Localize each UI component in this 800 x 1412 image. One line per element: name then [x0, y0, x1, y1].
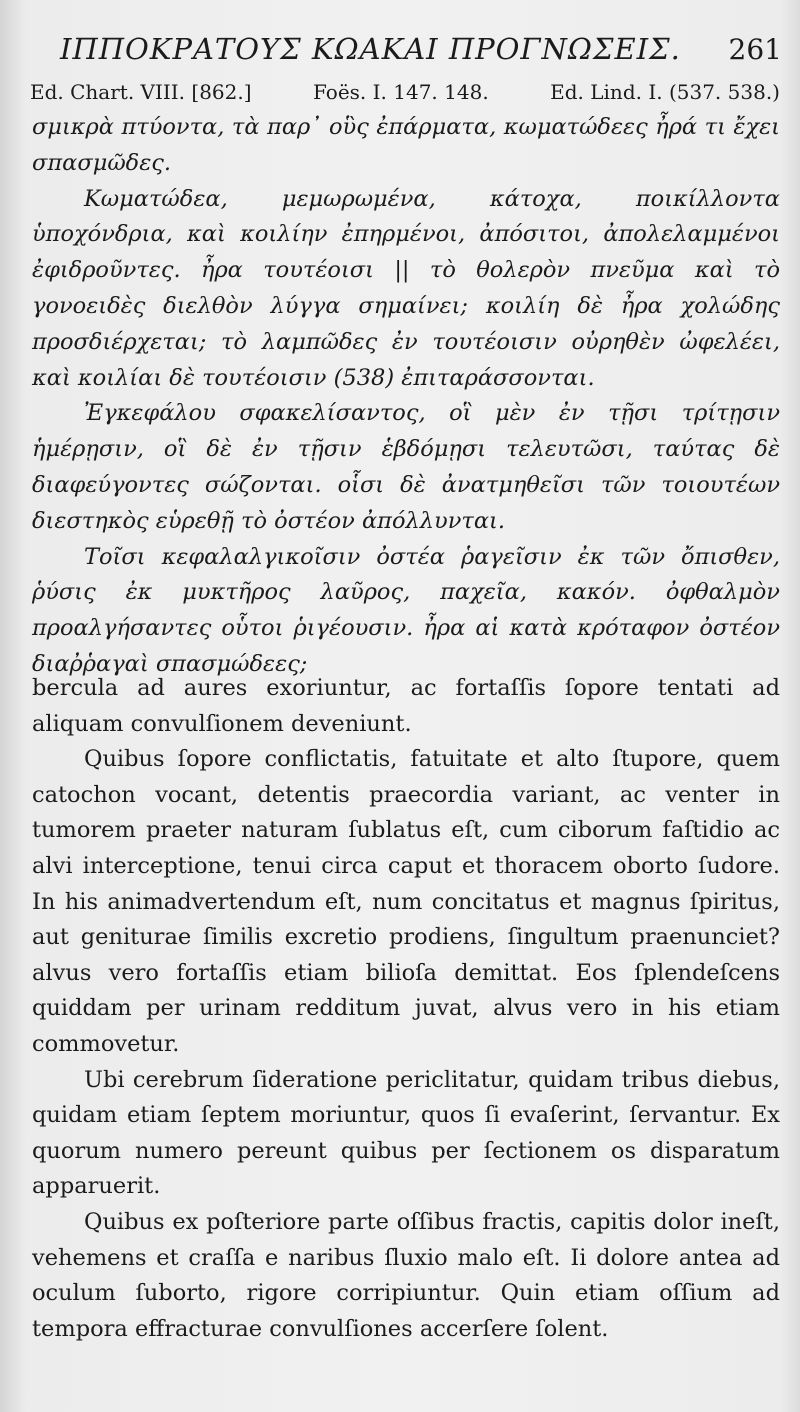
latin-paragraph: bercula ad aures exoriuntur, ac fortaſſis ſopore tentati ad aliquam convulſionem deveniunt.	[32, 675, 780, 737]
page-number: 261	[728, 33, 782, 66]
latin-paragraph: Quibus ex poſteriore parte oſſibus fractis, capitis dolor ineſt, vehemens et craſſa e naribus ſluxio malo eſt. Ii dolore antea ad oculum ſuborto, rigore corripiuntur. Quin etiam oſſium ad tempora effracturae convulſiones accerſere ſolent.	[32, 1208, 780, 1342]
latin-paragraph: Quibus ſopore conflictatis, fatuitate et alto ſtupore, quem catochon vocant, detentis praecordia variant, ac venter in tumorem praeter naturam ſublatus eſt, cum ciborum faſtidio ac alvi interceptione, tenui circa caput et thoracem oborto ſudore. In his animadvertendum eſt, num concitatus et magnus ſpiritus, aut geniturae ſimilis excretio prodiens, ſingultum praenunciet? alvus vero fortaſſis etiam bilioſa demittat. Eos ſplendeſcens quiddam per urinam redditum juvat, alvus vero in his etiam commovetur.	[32, 746, 780, 1057]
greek-paragraph: σμικρὰ πτύοντα, τὰ παρ᾽ οὓς ἐπάρματα, κωματώδεες ἦρά τι ἔχει σπασμῶδες.	[32, 114, 780, 176]
latin-paragraph: Ubi cerebrum ſideratione periclitatur, quidam tribus diebus, quidam etiam ſeptem moriuntur, quos ſi evaſerint, ſervantur. Ex quorum numero pereunt quibus per ſectionem os disparatum apparuerit.	[32, 1066, 780, 1200]
running-title: ΙΠΠΟΚΡΑΤΟΥΣ ΚΩΑΚΑΙ ΠΡΟΓΝΩΣΕΙΣ.	[60, 32, 681, 66]
greek-paragraph: Ἐγκεφάλου σφακελίσαντος, οἳ μὲν ἐν τῇσι τρίτῃσιν ἡμέρῃσιν, οἳ δὲ ἐν τῇσιν ἑβδόμῃσι τελευτῶσι, ταύτας δὲ διαφεύγοντες σώζονται. οἷσι δὲ ἀνατμηθεῖσι τῶν τοιουτέων διεστηκὸς εὑρεθῇ τὸ ὀστέον ἀπόλλυνται.	[32, 400, 780, 534]
edition-lind-ref: Ed. Lind. I. (537. 538.)	[550, 80, 780, 104]
latin-text-block	[32, 671, 780, 1347]
greek-text-block	[32, 110, 780, 683]
edition-chart-ref: Ed. Chart. VIII. [862.]	[30, 80, 252, 104]
edition-reference-line	[30, 80, 780, 104]
greek-paragraph: Τοῖσι κεφαλαλγικοῖσιν ὀστέα ῥαγεῖσιν ἐκ τῶν ὄπισθεν, ῥύσις ἐκ μυκτῆρος λαῦρος, παχεῖα, κακόν. ὀφθαλμὸν προαλγήσαντες οὗτοι ῥιγέουσιν. ἦρα αἱ κατὰ κρόταφον ὀστέον διαῤῥαγαὶ σπασμώδεες;	[32, 543, 780, 677]
running-header	[60, 32, 782, 66]
edition-foes-ref: Foës. I. 147. 148.	[313, 80, 489, 104]
greek-paragraph: Κωματώδεα, μεμωρωμένα, κάτοχα, ποικίλλοντα ὑποχόνδρια, καὶ κοιλίην ἐπηρμένοι, ἀπόσιτοι, ἀπολελαμμένοι ἐφιδροῦντες. ἦρα τουτέοισι || τὸ θολερὸν πνεῦμα καὶ τὸ γονοειδὲς διελθὸν λύγγα σημαίνει; κοιλίη δὲ ἦρα χολώδης προσδιέρχεται; τὸ λαμπῶδες ἐν τουτέοισιν οὐρηθὲν ὠφελέει, καὶ κοιλίαι δὲ τουτέοισιν (538) ἐπιταράσσονται.	[32, 185, 780, 391]
